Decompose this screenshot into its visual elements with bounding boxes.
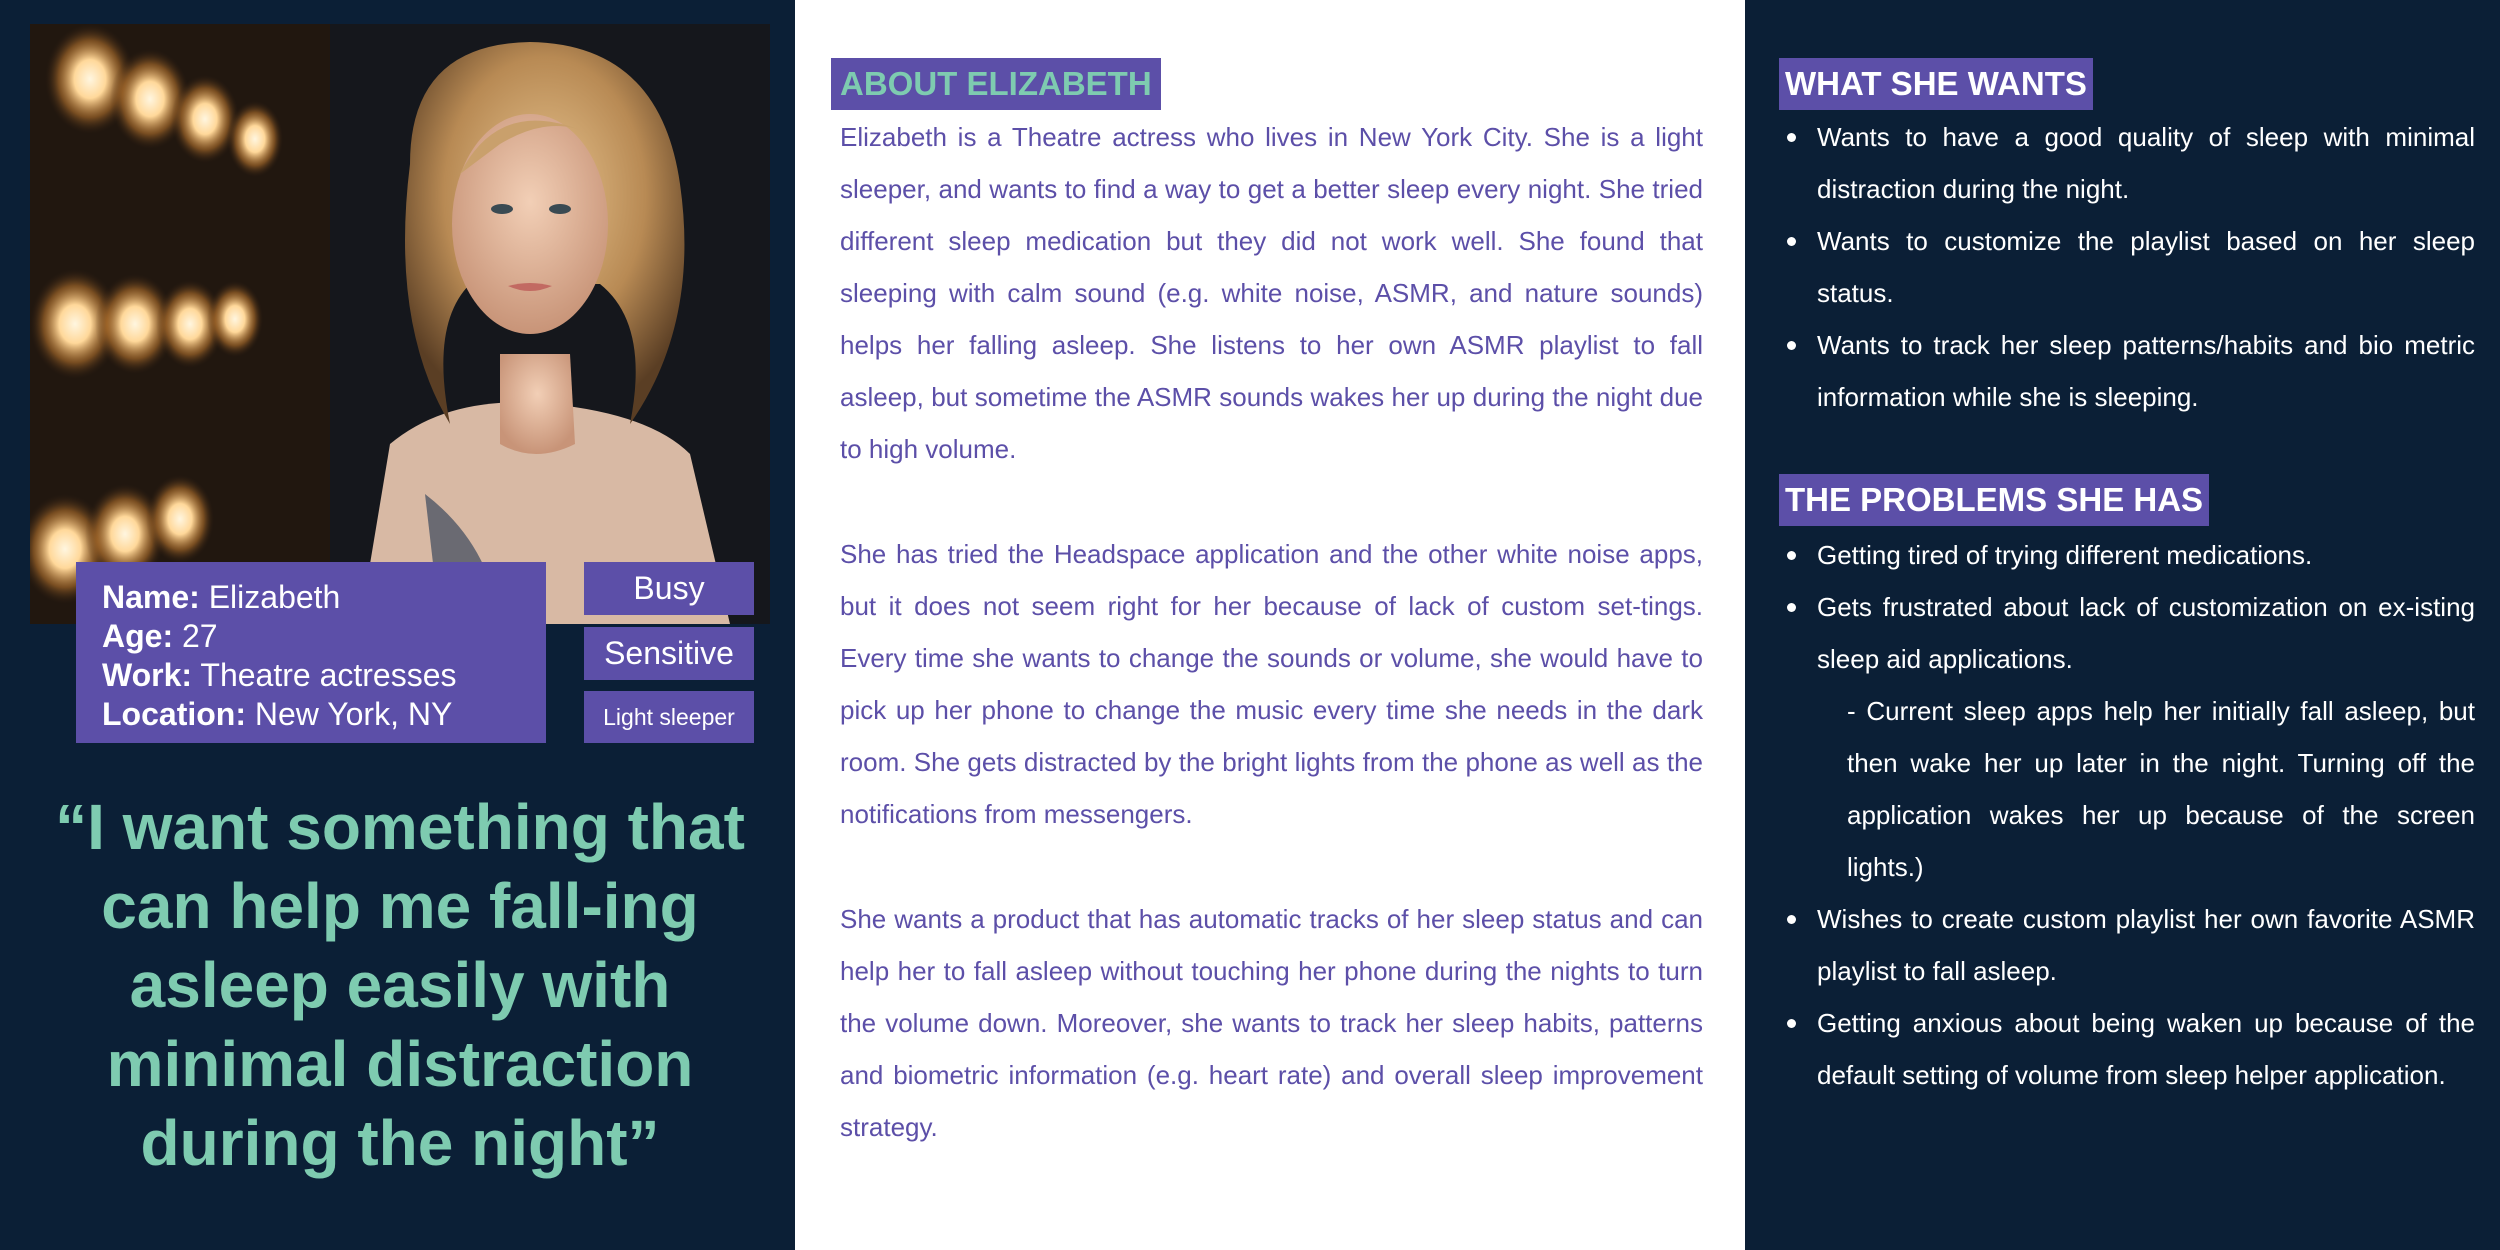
wants-item: Wants to track her sleep patterns/habits and bio metric information while she is sleeping. (1785, 319, 2475, 423)
about-panel (795, 0, 1745, 1250)
problems-title: THE PROBLEMS SHE HAS (1779, 474, 2209, 526)
problems-subitem: - Current sleep apps help her initially fall asleep, but then wake her up later in the night. Turning off the application wakes her up because of the screen lights.) (1847, 696, 2475, 882)
wants-item: Wants to customize the playlist based on her sleep status. (1785, 215, 2475, 319)
profile-location: Location: New York, NY (102, 696, 453, 732)
persona-quote: “I want something that can help me fall-ing asleep easily with minimal distraction during the night” (55, 791, 745, 1179)
wants-title: WHAT SHE WANTS (1779, 58, 2093, 110)
tag-busy: Busy (584, 562, 754, 615)
about-paragraph: She wants a product that has automatic tracks of her sleep status and can help her to fall asleep without touching her phone during the nights to turn the volume down. Moreover, she wants to track her sleep habits, patterns and biometric information (e.g. heart rate) and overall sleep improvement strategy. (840, 904, 1703, 1142)
profile-name: Name: Elizabeth (102, 579, 341, 615)
problems-item: Getting tired of trying different medications. (1785, 529, 2475, 581)
about-paragraph: She has tried the Headspace application and the other white noise apps, but it does not seem right for her because of lack of custom set-tings. Every time she wants to change the sounds or volume, she would have to pick up her phone to change the music every time she needs in the dark room. She gets distracted by the bright lights from the phone as well as the notifications from messengers. (840, 539, 1703, 829)
portrait-illustration (30, 24, 770, 624)
portrait-photo (30, 24, 770, 624)
needs-panel (1745, 0, 2500, 1250)
problems-item: Getting anxious about being waken up because of the default setting of volume from sleep helper application. (1785, 997, 2475, 1101)
problems-item: Gets frustrated about lack of customization on ex-isting sleep aid applications. (1785, 581, 2475, 685)
wants-list (1785, 111, 2475, 423)
tag-sensitive: Sensitive (584, 627, 754, 680)
profile-info-card (76, 562, 546, 743)
problems-item: Wishes to create custom playlist her own favorite ASMR playlist to fall asleep. (1785, 893, 2475, 997)
tag-light-sleeper: Light sleeper (584, 691, 754, 743)
profile-age: Age: 27 (102, 618, 218, 654)
wants-item: Wants to have a good quality of sleep with minimal distraction during the night. (1785, 111, 2475, 215)
about-paragraph: Elizabeth is a Theatre actress who lives in New York City. She is a light sleeper, and wants to find a way to get a better sleep every night. She tried different sleep medication but they did not work well. She found that sleeping with calm sound (e.g. white noise, ASMR, and nature sounds) helps her falling asleep. She listens to her own ASMR playlist to fall asleep, but sometime the ASMR sounds wakes her up during the night due to high volume. (840, 122, 1703, 464)
problems-list (1785, 529, 2475, 1101)
profile-panel (0, 0, 795, 1250)
profile-work: Work: Theatre actresses (102, 657, 457, 693)
about-title: ABOUT ELIZABETH (831, 58, 1161, 110)
